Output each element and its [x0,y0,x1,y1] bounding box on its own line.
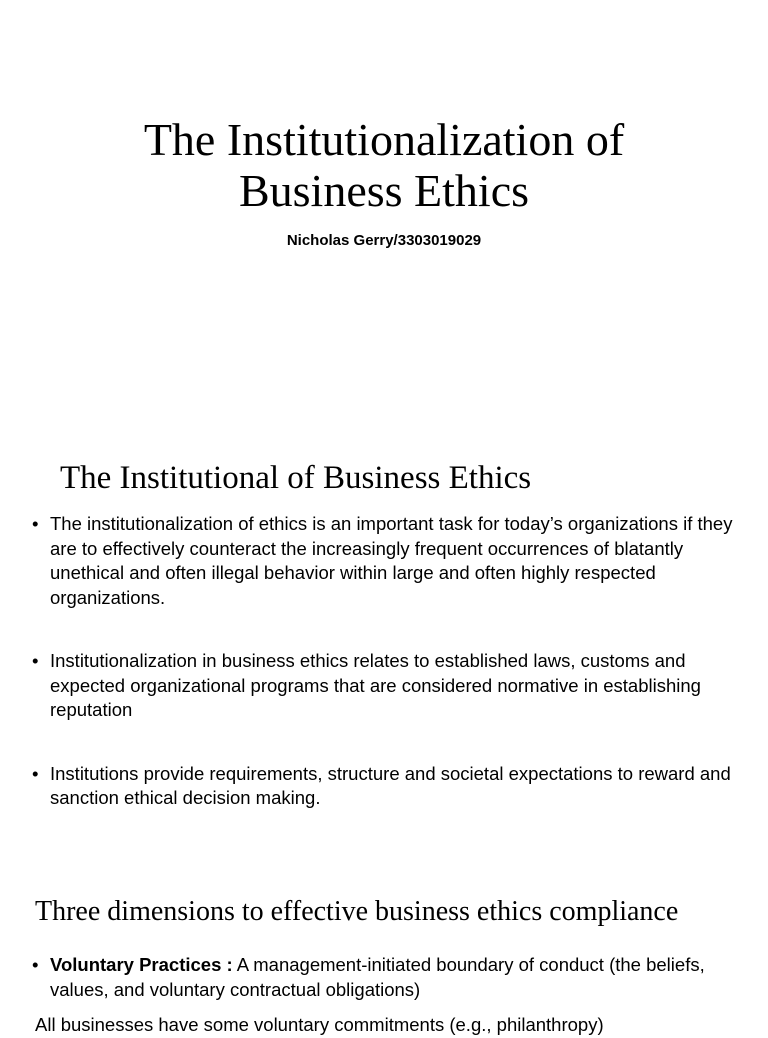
slide-heading: The Institutional of Business Ethics [60,460,532,496]
bullet-item [32,512,742,610]
bullet-list [32,512,742,811]
bullet-glyph: • [32,513,39,534]
bullet-text: A management-initiated boundary of conduct (the beliefs, values, and voluntary contractual obligations) [50,954,705,1000]
slide-dimensions [0,858,768,1035]
bullet-glyph: • [32,762,39,784]
bullet-term: Voluntary Practices : [50,954,233,975]
bullet-text: Institutions provide requirements, structure and societal expectations to reward and sanction ethical decision making. [50,762,731,808]
bullet-text: The institutionalization of ethics is an important task for today’s organizations if they are to effectively counteract the increasingly frequent occurrences of blatantly unethical and often illegal behavior within large and often highly respected organizations. [50,513,733,608]
continuation-text: All businesses have some voluntary commitments (e.g., philanthropy) [35,1014,604,1035]
bullet-item [32,762,742,811]
bullet-glyph: • [32,650,39,671]
presentation-title [0,114,768,216]
bullet-list [32,953,742,1002]
bullet-item [32,649,742,723]
title-line-1: The Institutionalization of [143,114,625,165]
bullet-item [32,953,742,1002]
bullet-text: Institutionalization in business ethics relates to established laws, customs and expected organizational programs that are considered normative in establishing reputation [50,650,701,720]
slide-institutional [0,432,768,852]
title-line-2: Business Ethics [238,165,530,216]
slide-title [0,0,768,420]
author-subtitle: Nicholas Gerry/3303019029 [286,232,482,249]
bullet-glyph: • [32,954,39,975]
slide-heading: Three dimensions to effective business ethics compliance [35,896,679,927]
